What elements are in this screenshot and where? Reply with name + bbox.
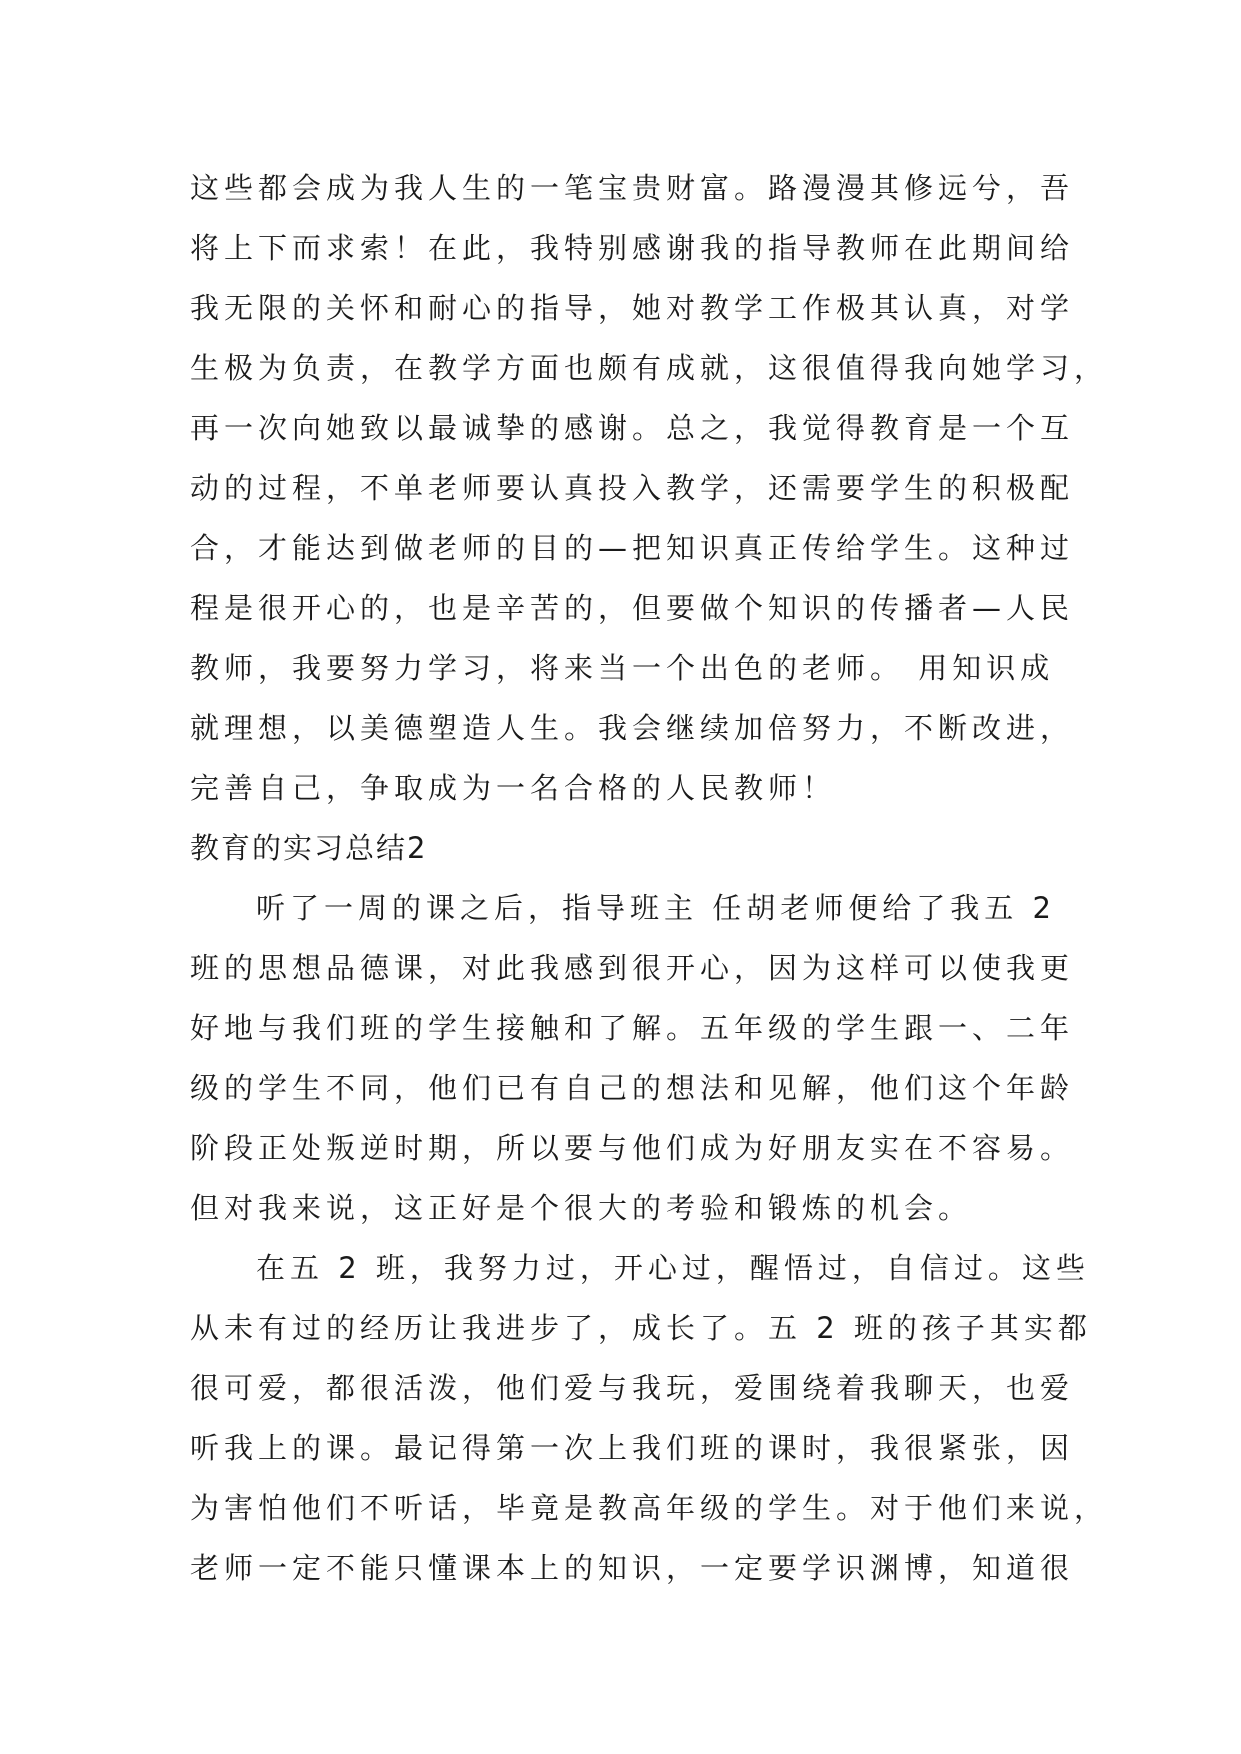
- document-body: [190, 158, 1109, 1598]
- text-line: 将上下而求索！在此，我特别感谢我的指导教师在此期间给: [190, 231, 1075, 265]
- text-line: 生极为负责，在教学方面也颇有成就，这很值得我向她学习，: [190, 351, 1109, 385]
- text-line: 在五 2 班，我努力过，开心过，醒悟过，自信过。这些: [256, 1251, 1090, 1285]
- paragraph: [190, 878, 1075, 1238]
- text-line: 再一次向她致以最诚挚的感谢。总之，我觉得教育是一个互: [190, 411, 1075, 445]
- text-line: 老师一定不能只懂课本上的知识，一定要学识渊博，知道很: [190, 1551, 1075, 1585]
- text-line: 从未有过的经历让我进步了，成长了。五 2 班的孩子其实都: [190, 1311, 1092, 1345]
- text-line: 合，才能达到做老师的目的—把知识真正传给学生。这种过: [190, 531, 1075, 565]
- text-line: 班的思想品德课，对此我感到很开心，因为这样可以使我更: [190, 951, 1075, 985]
- text-line: 教师，我要努力学习，将来当一个出色的老师。 用知识成: [190, 651, 1055, 685]
- text-line: 我无限的关怀和耐心的指导，她对教学工作极其认真，对学: [190, 291, 1075, 325]
- text-line: 听了一周的课之后，指导班主 任胡老师便给了我五 2: [256, 891, 1056, 925]
- text-line: 程是很开心的，也是辛苦的，但要做个知识的传播者—人民: [190, 591, 1075, 625]
- text-line: 很可爱，都很活泼，他们爱与我玩，爱围绕着我聊天，也爱: [190, 1371, 1075, 1405]
- section-heading: 教育的实习总结2: [190, 831, 428, 865]
- text-line: 就理想，以美德塑造人生。我会继续加倍努力，不断改进，: [190, 711, 1075, 745]
- paragraph: [190, 158, 1109, 818]
- text-line: 但对我来说，这正好是个很大的考验和锻炼的机会。: [190, 1191, 973, 1225]
- text-line: 动的过程，不单老师要认真投入教学，还需要学生的积极配: [190, 471, 1075, 505]
- text-line: 听我上的课。最记得第一次上我们班的课时，我很紧张，因: [190, 1431, 1075, 1465]
- text-line: 阶段正处叛逆时期，所以要与他们成为好朋友实在不容易。: [190, 1131, 1075, 1165]
- text-line: 好地与我们班的学生接触和了解。五年级的学生跟一、二年: [190, 1011, 1075, 1045]
- text-line: 完善自己，争取成为一名合格的人民教师！: [190, 771, 837, 805]
- text-line: 为害怕他们不听话，毕竟是教高年级的学生。对于他们来说，: [190, 1491, 1109, 1525]
- paragraph: [190, 1238, 1109, 1598]
- text-line: 级的学生不同，他们已有自己的想法和见解，他们这个年龄: [190, 1071, 1075, 1105]
- text-line: 这些都会成为我人生的一笔宝贵财富。路漫漫其修远兮，吾: [190, 171, 1075, 205]
